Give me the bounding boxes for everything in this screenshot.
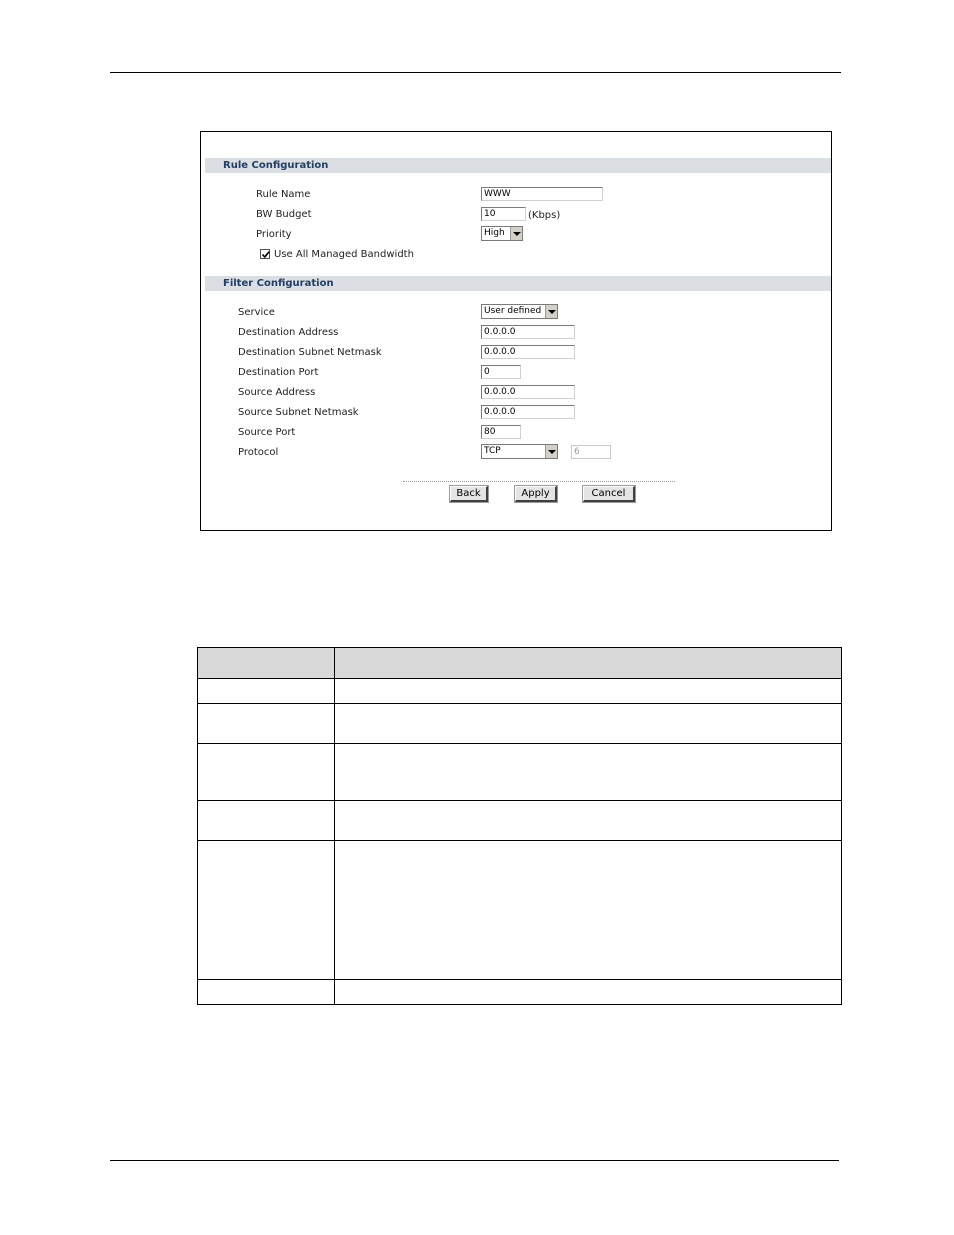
protocol-number-input: 6 bbox=[571, 445, 611, 459]
protocol-label: Protocol bbox=[238, 447, 279, 458]
priority-label: Priority bbox=[256, 229, 292, 240]
table-cell bbox=[198, 980, 335, 1005]
destination-port-input[interactable]: 0 bbox=[481, 365, 521, 379]
source-subnet-netmask-label: Source Subnet Netmask bbox=[238, 407, 359, 418]
table-row bbox=[198, 980, 842, 1005]
service-select[interactable] bbox=[481, 304, 558, 319]
destination-address-input[interactable]: 0.0.0.0 bbox=[481, 325, 575, 339]
use-all-bandwidth-checkbox[interactable] bbox=[260, 249, 270, 259]
description-table bbox=[197, 647, 842, 1005]
table-cell bbox=[198, 744, 335, 801]
source-port-label: Source Port bbox=[238, 427, 296, 438]
source-address-label: Source Address bbox=[238, 387, 316, 398]
destination-subnet-netmask-label: Destination Subnet Netmask bbox=[238, 347, 382, 358]
chevron-down-icon bbox=[545, 445, 557, 458]
table-cell bbox=[335, 980, 842, 1005]
table-cell bbox=[335, 801, 842, 841]
table-cell bbox=[335, 704, 842, 744]
priority-select[interactable] bbox=[481, 226, 523, 241]
chevron-down-icon bbox=[545, 305, 557, 318]
protocol-select[interactable] bbox=[481, 444, 558, 459]
table-row bbox=[198, 744, 842, 801]
bw-budget-unit: (Kbps) bbox=[528, 210, 561, 221]
footer-rule bbox=[110, 1160, 839, 1161]
rule-config-screenshot bbox=[200, 131, 832, 531]
source-port-input[interactable]: 80 bbox=[481, 425, 521, 439]
destination-address-label: Destination Address bbox=[238, 327, 339, 338]
rule-name-label: Rule Name bbox=[256, 189, 311, 200]
service-label: Service bbox=[238, 307, 275, 318]
table-cell bbox=[198, 679, 335, 704]
source-subnet-netmask-input[interactable]: 0.0.0.0 bbox=[481, 405, 575, 419]
rule-configuration-header: Rule Configuration bbox=[205, 158, 831, 173]
table-cell bbox=[335, 648, 842, 679]
table-cell bbox=[198, 801, 335, 841]
table-cell bbox=[198, 704, 335, 744]
bw-budget-input[interactable]: 10 bbox=[481, 207, 526, 221]
header-rule bbox=[110, 72, 841, 73]
table-row bbox=[198, 679, 842, 704]
destination-subnet-netmask-input[interactable]: 0.0.0.0 bbox=[481, 345, 575, 359]
table-cell bbox=[335, 679, 842, 704]
destination-port-label: Destination Port bbox=[238, 367, 319, 378]
back-button[interactable]: Back bbox=[450, 486, 488, 502]
table-cell bbox=[198, 841, 335, 980]
table-row bbox=[198, 704, 842, 744]
apply-button[interactable]: Apply bbox=[515, 486, 557, 502]
checkmark-icon bbox=[261, 250, 271, 260]
table-cell bbox=[335, 841, 842, 980]
service-selected-value: User defined bbox=[484, 306, 542, 316]
source-address-input[interactable]: 0.0.0.0 bbox=[481, 385, 575, 399]
table-cell bbox=[198, 648, 335, 679]
protocol-selected-value: TCP bbox=[484, 446, 501, 456]
use-all-bandwidth-label: Use All Managed Bandwidth bbox=[274, 249, 414, 260]
button-separator bbox=[403, 481, 675, 482]
bw-budget-label: BW Budget bbox=[256, 209, 312, 220]
table-header-row bbox=[198, 648, 842, 679]
table-row bbox=[198, 841, 842, 980]
priority-selected-value: High bbox=[484, 228, 505, 238]
table-cell bbox=[335, 744, 842, 801]
table-row bbox=[198, 801, 842, 841]
filter-configuration-header: Filter Configuration bbox=[205, 276, 831, 291]
rule-name-input[interactable]: WWW bbox=[481, 187, 603, 201]
chevron-down-icon bbox=[510, 227, 522, 240]
cancel-button[interactable]: Cancel bbox=[583, 486, 635, 502]
